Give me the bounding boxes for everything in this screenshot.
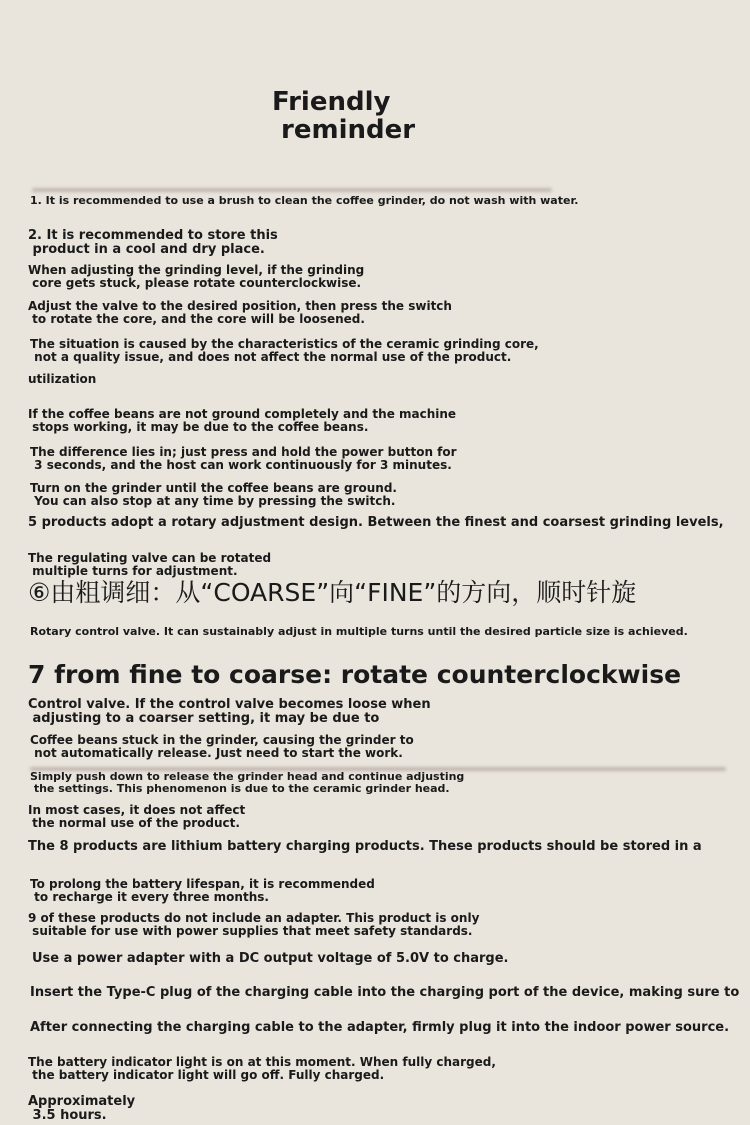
reminder-line-18: The 8 products are lithium battery charging products. These products should be stored in a	[28, 839, 702, 854]
reminder-line-8: The difference lies in; just press and hold the power button for 3 seconds, and the host can work continuously for 3 minutes.	[30, 445, 457, 472]
reminder-line-20: 9 of these products do not include an adapter. This product is only suitable for use with power supplies that meet safety standards.	[28, 911, 480, 938]
reminder-line-23: After connecting the charging cable to the adapter, firmly plug it into the indoor power source.	[30, 1020, 730, 1035]
reminder-line-14: Control valve. If the control valve becomes loose when adjusting to a coarser setting, it may be due to	[28, 697, 431, 726]
reminder-line-5: The situation is caused by the characteristics of the ceramic grinding core, not a quality issue, and does not affect the normal use of the product.	[30, 337, 539, 364]
reminder-line-9: Turn on the grinder until the coffee beans are ground. You can also stop at any time by pressing the switch.	[30, 481, 397, 508]
reminder-line-25: Approximately 3.5 hours.	[28, 1094, 136, 1123]
reminder-line-7: If the coffee beans are not ground completely and the machine stops working, it may be due to the coffee beans.	[28, 407, 457, 434]
section-heading-7: 7 from fine to coarse: rotate counterclockwise	[28, 660, 682, 689]
page-title: Friendly reminder	[272, 87, 416, 146]
reminder-line-16: Simply push down to release the grinder head and continue adjusting the settings. This phenomenon is due to the ceramic grinder head.	[30, 770, 465, 795]
reminder-line-3: When adjusting the grinding level, if the grinding core gets stuck, please rotate counterclockwise.	[28, 263, 365, 290]
reminder-line-1: 1. It is recommended to use a brush to clean the coffee grinder, do not wash with water.	[30, 194, 579, 207]
reminder-line-12: Rotary control valve. It can sustainably adjust in multiple turns until the desired particle size is achieved.	[30, 625, 688, 638]
reminder-line-4: Adjust the valve to the desired position, then press the switch to rotate the core, and the core will be loosened.	[28, 299, 452, 326]
reminder-line-19: To prolong the battery lifespan, it is recommended to recharge it every three months.	[30, 877, 375, 904]
blurred-text-strip	[32, 188, 552, 192]
reminder-line-17: In most cases, it does not affect the normal use of the product.	[28, 803, 246, 830]
reminder-line-15: Coffee beans stuck in the grinder, causing the grinder to not automatically release. Just need to start the work.	[30, 733, 414, 760]
reminder-line-11: The regulating valve can be rotated multiple turns for adjustment.	[28, 551, 272, 578]
reminder-line-10: 5 products adopt a rotary adjustment design. Between the finest and coarsest grinding levels,	[28, 515, 724, 530]
reminder-line-24: The battery indicator light is on at this moment. When fully charged, the battery indicator light will go off. Fully charged.	[28, 1055, 496, 1082]
reminder-line-6: utilization	[28, 372, 97, 386]
section-heading-6: ⑥由粗调细：从“COARSE”向“FINE”的方向，顺时针旋	[28, 578, 637, 607]
reminder-line-22: Insert the Type-C plug of the charging cable into the charging port of the device, making sure to	[30, 985, 740, 1000]
reminder-line-2: 2. It is recommended to store this product in a cool and dry place.	[28, 228, 278, 257]
reminder-line-21: Use a power adapter with a DC output voltage of 5.0V to charge.	[32, 951, 509, 966]
